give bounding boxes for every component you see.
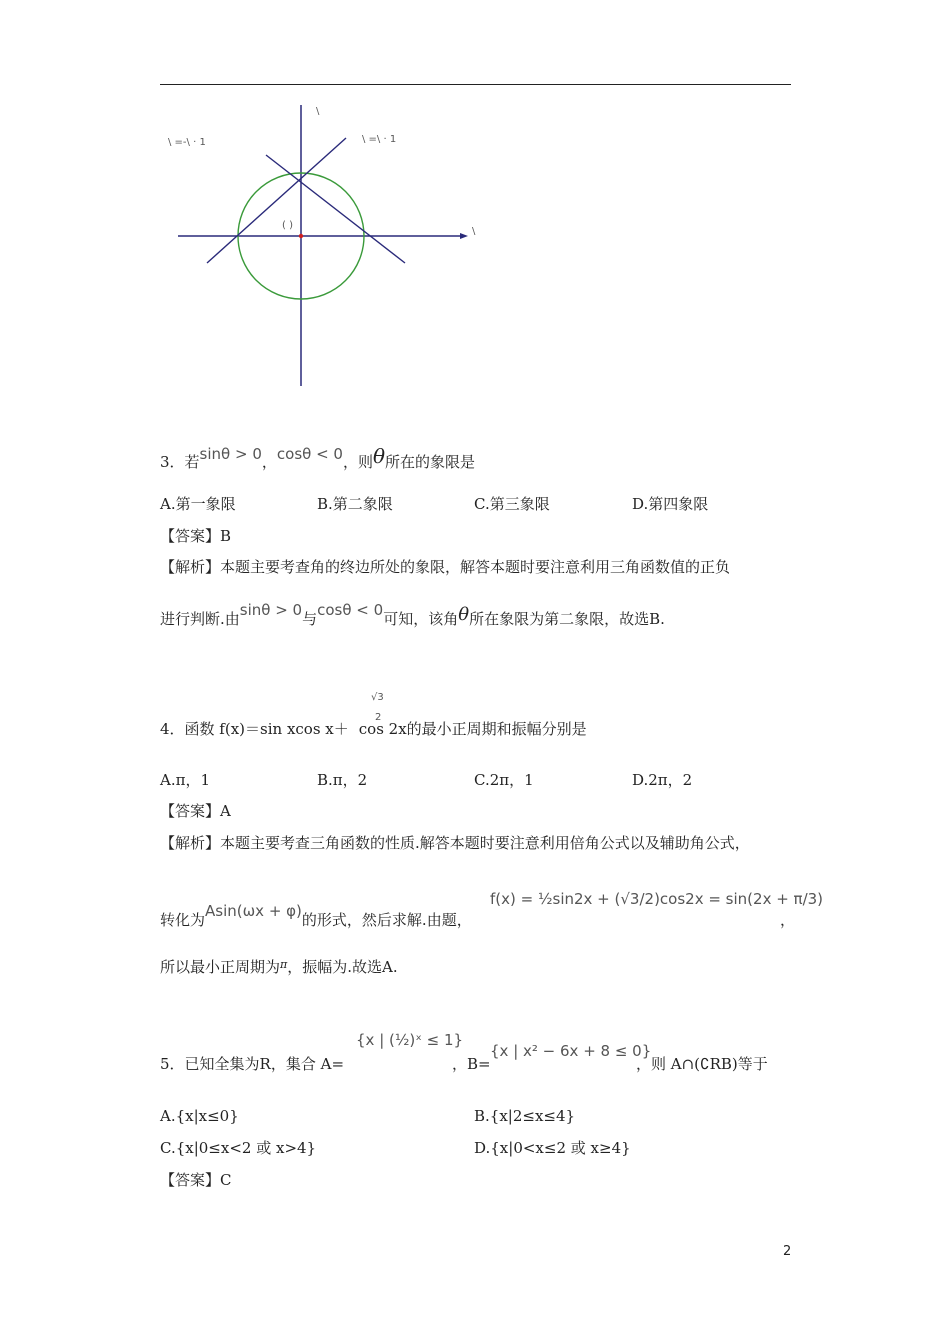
q3-theta: θ [372,444,386,468]
figure-origin-label: ( ) [282,220,293,231]
q3-cond2: cosθ < 0 [276,445,343,463]
q3-stem: 3．若sinθ > 0，cosθ < 0，则θ所在的象限是 [160,444,476,471]
q3-analysis-line1: 【解析】本题主要考查角的终边所处的象限，解答本题时要注意利用三角函数值的正负 [160,558,731,576]
q4-analysis-line3: 所以最小正周期为$^\pi$，振幅为.故选A. [160,958,398,976]
origin-point [299,234,303,238]
figure-right-line-label: \ =\ · 1 [362,134,397,145]
q4-analysis-form: Asin(ωx + φ) [205,902,302,920]
q4-option-c: C.2π，1 [474,771,534,789]
q5-option-d: D.{x|0<x≤2 或 x≥4} [474,1139,631,1157]
q5-stem-mid: ，B= [452,1055,491,1073]
q4-option-a: A.π，1 [160,771,211,789]
q3-option-d: D.第四象限 [632,495,709,513]
q5-answer: 【答案】C [160,1171,232,1189]
q3-option-c: C.第三象限 [474,495,550,513]
x-axis-arrow [460,233,468,239]
q5-stem-pre: 5．已知全集为R，集合 A= [160,1055,345,1073]
q4-analysis-line2: 转化为Asin(ωx + φ)的形式，然后求解.由题， [160,902,472,929]
q4-frac-num: √3 [371,692,384,703]
q4-option-d: D.2π，2 [632,771,693,789]
line-right [266,155,405,263]
q4-analysis-formula: f(x) = ½sin2x + (√3/2)cos2x = sin(2x + π/3) [490,890,824,908]
q3-analysis-theta: θ [458,604,470,625]
q3-option-b: B.第二象限 [317,495,393,513]
q3-answer: 【答案】B [160,527,232,545]
q5-stem-post: ，则 A∩(∁RB)等于 [636,1055,768,1073]
figure-left-line-label: \ =-\ · 1 [168,137,206,148]
q4-analysis-comma: ， [780,911,796,929]
q4-analysis-pi: π [280,958,288,971]
figure-y-label: \ [316,106,320,117]
page-number: 2 [783,1244,792,1259]
q5-setB: {x | x² − 6x + 8 ≤ 0} [490,1042,652,1060]
q4-answer: 【答案】A [160,802,231,820]
q3-option-a: A.第一象限 [160,495,236,513]
q4-stem: 4．函数 f(x)＝sin xcos x＋ cos 2x的最小正周期和振幅分别是 [160,720,587,738]
q5-setA: {x | (½)ˣ ≤ 1} [356,1031,464,1049]
q4-frac-den: 2 [375,712,382,723]
q5-option-a: A.{x|x≤0} [160,1107,239,1125]
figure-x-label: \ [472,226,476,237]
header-rule [160,84,791,85]
q5-option-c: C.{x|0≤x<2 或 x>4} [160,1139,317,1157]
circle-lines-figure [170,100,490,395]
q3-cond1: sinθ > 0 [199,445,262,463]
q4-option-b: B.π，2 [317,771,368,789]
q5-option-b: B.{x|2≤x≤4} [474,1107,576,1125]
q3-analysis-line2: 进行判断.由sinθ > 0与cosθ < 0可知，该角θ所在象限为第二象限，故选B. [160,601,665,628]
q4-analysis-line1: 【解析】本题主要考查三角函数的性质.解答本题时要注意利用倍角公式以及辅助角公式， [160,834,750,852]
q3-analysis-cond1: sinθ > 0 [239,601,303,619]
q3-analysis-cond2: cosθ < 0 [317,601,384,619]
